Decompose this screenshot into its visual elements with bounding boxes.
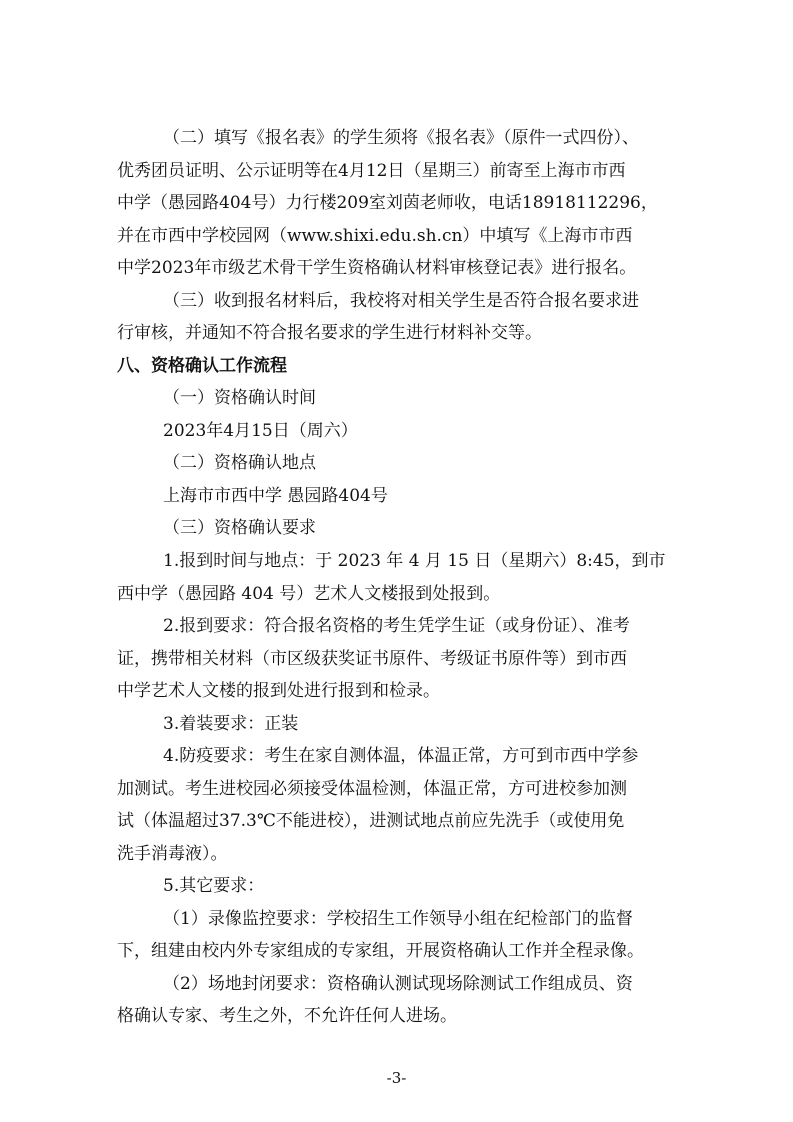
page-number: -3- bbox=[386, 1069, 407, 1087]
paragraph-line: 行审核，并通知不符合报名要求的学生进行材料补交等。 bbox=[117, 323, 542, 343]
paragraph-line: 西中学（愚园路 404 号）艺术人文楼报到处报到。 bbox=[117, 584, 501, 604]
subsection-heading: （三）资格确认要求 bbox=[163, 518, 316, 538]
paragraph-line: （2）场地封闭要求：资格确认测试现场除测试工作组成员、资 bbox=[163, 974, 633, 994]
paragraph-line: 优秀团员证明、公示证明等在4月12日（星期三）前寄至上海市市西 bbox=[117, 161, 626, 181]
paragraph-line: 中学艺术人文楼的报到处进行报到和检录。 bbox=[117, 681, 440, 701]
subsection-heading: （一）资格确认时间 bbox=[163, 388, 316, 408]
paragraph-line: （三）收到报名材料后，我校将对相关学生是否符合报名要求进 bbox=[163, 291, 639, 311]
paragraph-line: 2023年4月15日（周六） bbox=[163, 421, 358, 441]
paragraph-line: 中学2023年市级艺术骨干学生资格确认材料审核登记表》进行报名。 bbox=[117, 258, 637, 278]
paragraph-line: 加测试。考生进校园必须接受体温检测，体温正常，方可进校参加测 bbox=[117, 779, 627, 799]
paragraph-line: 2.报到要求：符合报名资格的考生凭学生证（或身份证）、准考 bbox=[163, 616, 630, 636]
paragraph-line: 5.其它要求： bbox=[163, 876, 265, 896]
paragraph-line: 下，组建由校内外专家组成的专家组，开展资格确认工作并全程录像。 bbox=[117, 941, 644, 961]
paragraph-line: 1.报到时间与地点：于 2023 年 4 月 15 日（星期六）8:45，到市 bbox=[163, 551, 666, 571]
paragraph-line: 洗手消毒液）。 bbox=[117, 844, 228, 864]
paragraph-line: 上海市市西中学 愚园路404号 bbox=[163, 486, 388, 506]
paragraph-line: 中学（愚园路404号）力行楼209室刘茵老师收，电话18918112296， bbox=[117, 193, 658, 213]
paragraph-line: 证，携带相关材料（市区级获奖证书原件、考级证书原件等）到市西 bbox=[117, 649, 627, 669]
paragraph-line: 3.着装要求：正装 bbox=[163, 714, 299, 734]
paragraph-line: 格确认专家、考生之外，不允许任何人进场。 bbox=[117, 1006, 457, 1026]
paragraph-line: 试（体温超过37.3℃不能进校），进测试地点前应先洗手（或使用免 bbox=[117, 811, 625, 831]
paragraph-line: （1）录像监控要求：学校招生工作领导小组在纪检部门的监督 bbox=[163, 909, 633, 929]
paragraph-line: 4.防疫要求：考生在家自测体温，体温正常，方可到市西中学参 bbox=[163, 746, 639, 766]
subsection-heading: （二）资格确认地点 bbox=[163, 453, 316, 473]
section-heading: 八、资格确认工作流程 bbox=[117, 356, 287, 376]
paragraph-line: 并在市西中学校园网（www.shixi.edu.sh.cn）中填写《上海市市西 bbox=[117, 226, 633, 246]
paragraph-line: （二）填写《报名表》的学生须将《报名表》（原件一式四份）、 bbox=[163, 128, 639, 148]
